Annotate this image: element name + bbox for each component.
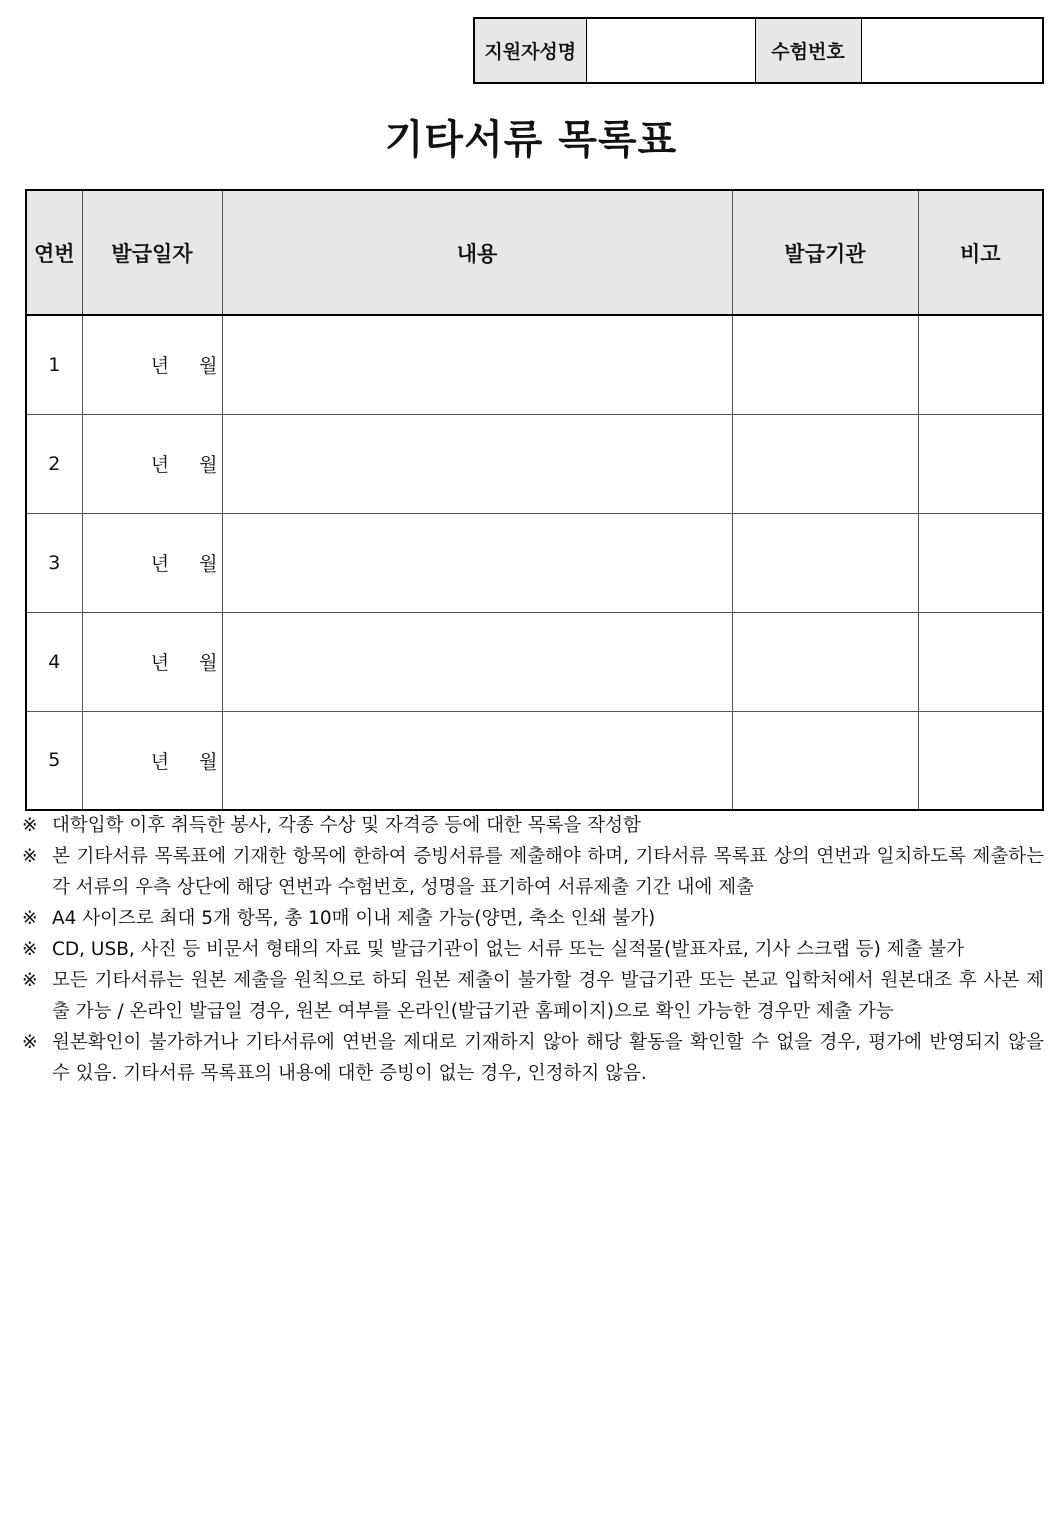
note-text: 모든 기타서류는 원본 제출을 원칙으로 하되 원본 제출이 불가할 경우 발급기관 또는 본교 입학처에서 원본대조 후 사본 제출 가능 / 온라인 발급일 경우, 원본 여부를 온라인(발급기관 홈페이지)으로 확인 가능한 경우만 제출 가능 bbox=[52, 970, 1044, 1022]
month-label: 월 bbox=[199, 454, 218, 476]
applicant-name-field[interactable] bbox=[586, 18, 755, 83]
header-number: 연번 bbox=[26, 190, 82, 315]
header-remark: 비고 bbox=[918, 190, 1043, 315]
note-text: CD, USB, 사진 등 비문서 형태의 자료 및 발급기관이 없는 서류 또는 실적물(발표자료, 기사 스크랩 등) 제출 불가 bbox=[52, 939, 965, 960]
table-row bbox=[26, 414, 1043, 513]
issuer-cell[interactable] bbox=[732, 315, 918, 414]
row-number: 2 bbox=[26, 414, 82, 513]
note-text: 대학입학 이후 취득한 봉사, 각종 수상 및 자격증 등에 대한 목록을 작성함 bbox=[52, 815, 641, 836]
applicant-info-box bbox=[473, 17, 1044, 84]
row-number: 1 bbox=[26, 315, 82, 414]
header-issuer: 발급기관 bbox=[732, 190, 918, 315]
issuer-cell[interactable] bbox=[732, 513, 918, 612]
reference-mark-icon: ※ bbox=[22, 908, 38, 929]
table-row bbox=[26, 612, 1043, 711]
table-row bbox=[26, 513, 1043, 612]
exam-number-label: 수험번호 bbox=[755, 18, 861, 83]
remark-cell[interactable] bbox=[918, 414, 1043, 513]
exam-number-field[interactable] bbox=[861, 18, 1043, 83]
row-number: 3 bbox=[26, 513, 82, 612]
note-item bbox=[22, 841, 1044, 903]
note-text: 본 기타서류 목록표에 기재한 항목에 한하여 증빙서류를 제출해야 하며, 기타서류 목록표 상의 연번과 일치하도록 제출하는 각 서류의 우측 상단에 해당 연번과 수험번호, 성명을 표기하여 서류제출 기간 내에 제출 bbox=[52, 846, 1044, 898]
remark-cell[interactable] bbox=[918, 711, 1043, 810]
header-content: 내용 bbox=[222, 190, 732, 315]
issue-date-cell[interactable] bbox=[82, 711, 222, 810]
reference-mark-icon: ※ bbox=[22, 970, 38, 991]
reference-mark-icon: ※ bbox=[22, 1032, 38, 1053]
header-issue-date: 발급일자 bbox=[82, 190, 222, 315]
content-cell[interactable] bbox=[222, 612, 732, 711]
year-label: 년 bbox=[150, 355, 170, 378]
row-number: 5 bbox=[26, 711, 82, 810]
month-label: 월 bbox=[199, 355, 218, 378]
issuer-cell[interactable] bbox=[732, 612, 918, 711]
content-cell[interactable] bbox=[222, 711, 732, 810]
month-label: 월 bbox=[199, 652, 218, 674]
reference-mark-icon: ※ bbox=[22, 846, 38, 867]
content-cell[interactable] bbox=[222, 315, 732, 414]
note-item bbox=[22, 1027, 1044, 1089]
issuer-cell[interactable] bbox=[732, 414, 918, 513]
notes-list bbox=[22, 810, 1044, 1089]
issue-date-cell[interactable] bbox=[82, 414, 222, 513]
year-label: 년 bbox=[150, 652, 170, 674]
note-item bbox=[22, 810, 1044, 841]
remark-cell[interactable] bbox=[918, 513, 1043, 612]
note-item bbox=[22, 965, 1044, 1027]
note-text: A4 사이즈로 최대 5개 항목, 총 10매 이내 제출 가능(양면, 축소 인쇄 불가) bbox=[52, 908, 656, 929]
reference-mark-icon: ※ bbox=[22, 939, 38, 960]
row-number: 4 bbox=[26, 612, 82, 711]
month-label: 월 bbox=[199, 553, 218, 575]
issue-date-cell[interactable] bbox=[82, 612, 222, 711]
note-text: 원본확인이 불가하거나 기타서류에 연번을 제대로 기재하지 않아 해당 활동을 확인할 수 없을 경우, 평가에 반영되지 않을 수 있음. 기타서류 목록표의 내용에 대한 증빙이 없는 경우, 인정하지 않음. bbox=[52, 1032, 1044, 1084]
year-label: 년 bbox=[150, 553, 170, 575]
note-item bbox=[22, 903, 1044, 934]
table-row bbox=[26, 711, 1043, 810]
remark-cell[interactable] bbox=[918, 315, 1043, 414]
month-label: 월 bbox=[199, 750, 218, 773]
content-cell[interactable] bbox=[222, 513, 732, 612]
table-header-row bbox=[26, 190, 1043, 315]
year-label: 년 bbox=[150, 454, 170, 476]
reference-mark-icon: ※ bbox=[22, 815, 38, 836]
issuer-cell[interactable] bbox=[732, 711, 918, 810]
year-label: 년 bbox=[150, 750, 170, 773]
note-item bbox=[22, 934, 1044, 965]
content-cell[interactable] bbox=[222, 414, 732, 513]
issue-date-cell[interactable] bbox=[82, 513, 222, 612]
issue-date-cell[interactable] bbox=[82, 315, 222, 414]
document-title: 기타서류 목록표 bbox=[384, 117, 678, 163]
table-row bbox=[26, 315, 1043, 414]
document-list-table bbox=[25, 189, 1044, 811]
applicant-name-label: 지원자성명 bbox=[474, 18, 586, 83]
remark-cell[interactable] bbox=[918, 612, 1043, 711]
